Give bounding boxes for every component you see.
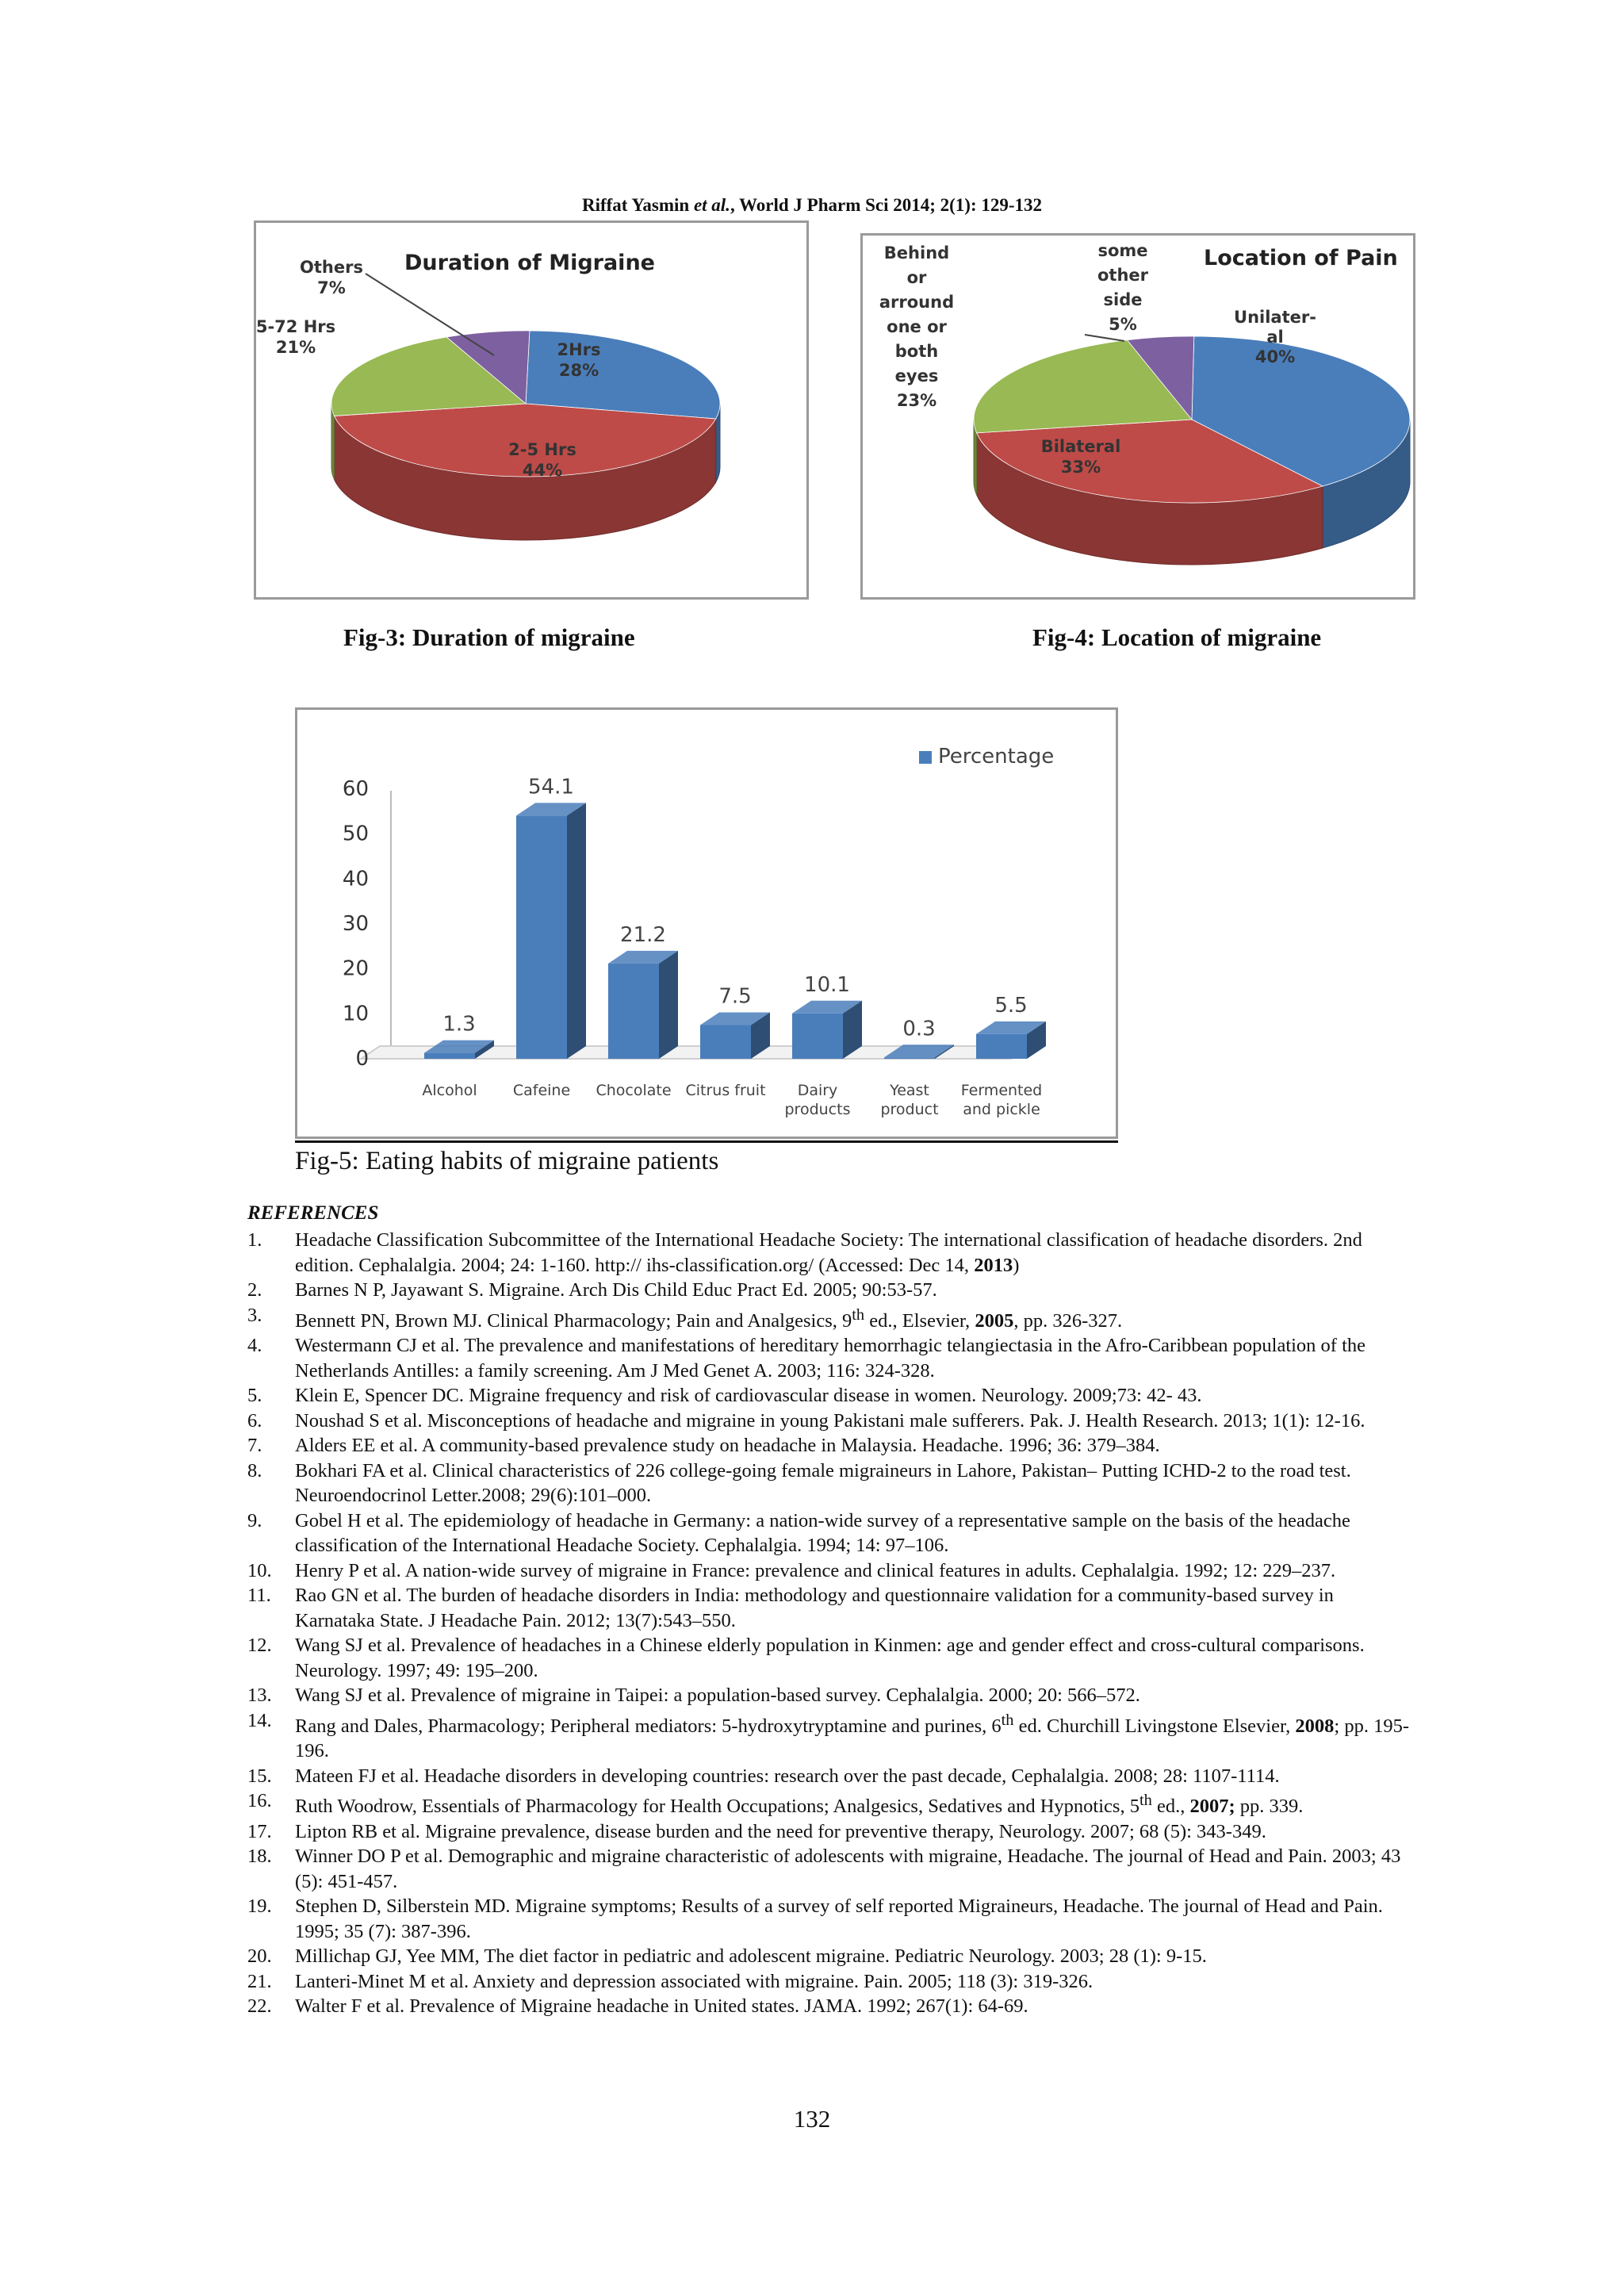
fig5-ytick: 0 (355, 1047, 369, 1071)
reference-text: Henry P et al. A nation-wide survey of migraine in France: prevalence and clinical features in adults. Cephalalgia. 1992; 12: 229–237. (295, 1559, 1336, 1581)
reference-number: 19. (247, 1895, 272, 1918)
fig5-bar (700, 1025, 751, 1060)
reference-text: Rang and Dales, Pharmacology; Peripheral mediators: 5-hydroxytryptamine and purines, 6th ed. Churchill Livingstone Elsevier, 2008; pp. 195-196. (295, 1711, 1409, 1762)
fig5-value-label: 21.2 (620, 922, 666, 947)
fig5-bar-side (659, 951, 678, 1059)
fig3-label-2hrs: 2Hrs 28% (557, 340, 601, 380)
reference-text: Barnes N P, Jayawant S. Migraine. Arch Dis Child Educ Pract Ed. 2005; 90:53-57. (295, 1279, 937, 1301)
reference-number: 18. (247, 1846, 272, 1868)
reference-item (247, 1994, 1413, 2019)
reference-number: 13. (247, 1685, 272, 1707)
fig5-ytick: 40 (342, 867, 369, 891)
reference-number: 15. (247, 1765, 272, 1787)
reference-text: Winner DO P et al. Demographic and migraine characteristic of adolescents with migraine, Headache. The journal of Head and Pain. 2003; 43 (5): 451-457. (295, 1846, 1401, 1892)
fig5-bar-side (567, 803, 586, 1059)
reference-item (247, 1558, 1413, 1584)
fig3-chart-title: Duration of Migraine (404, 251, 655, 275)
fig5-value-label: 7.5 (718, 984, 752, 1009)
fig5-bar-svg (297, 710, 1116, 1137)
fig3-pie-svg (256, 223, 806, 597)
reference-number: 14. (247, 1709, 272, 1731)
fig5-bar (884, 1057, 935, 1059)
fig5-legend-swatch (919, 751, 932, 764)
reference-number: 16. (247, 1790, 272, 1812)
fig3-label-others: Others 7% (300, 258, 363, 297)
reference-text: Wang SJ et al. Prevalence of headaches in a Chinese elderly population in Kinmen: age and gender effect and cross-cultural comparisons. Neurology. 1997; 49: 195–200. (295, 1635, 1365, 1681)
fig4-label-unilateral: Unilater-al 40% (1234, 308, 1316, 366)
fig5-chart (295, 707, 1118, 1139)
fig4-pie-svg (863, 236, 1413, 597)
page-number: 132 (793, 2105, 831, 2133)
fig5-caption: Fig-5: Eating habits of migraine patients (295, 1147, 719, 1175)
reference-number: 6. (247, 1409, 262, 1432)
reference-text: Lipton RB et al. Migraine prevalence, disease burden and the need for preventive therapy, Neurology. 2007; 68 (5): 343-349. (295, 1820, 1266, 1842)
reference-item (247, 1228, 1413, 1278)
reference-item (247, 1508, 1413, 1558)
reference-number: 11. (247, 1585, 271, 1607)
reference-text: Klein E, Spencer DC. Migraine frequency and risk of cardiovascular disease in women. Neurology. 2009;73: 42- 43. (295, 1385, 1202, 1407)
reference-text: Headache Classification Subcommittee of the International Headache Society: The international classification of headache disorders. 2nd edition. Cephalalgia. 2004; 24: 1-160. http:// ihs-classification.org/ (Accessed: Dec 14, 2013) (295, 1229, 1362, 1276)
reference-item (247, 1458, 1413, 1508)
fig5-bar (608, 964, 659, 1059)
fig4-chart (860, 233, 1415, 600)
reference-number: 7. (247, 1435, 262, 1457)
fig5-category-label: Fermented and pickle (960, 1082, 1043, 1118)
fig5-bar (976, 1034, 1027, 1059)
reference-text: Mateen FJ et al. Headache disorders in developing countries: research over the past decade, Cephalalgia. 2008; 28: 1107-1114. (295, 1765, 1280, 1787)
reference-number: 3. (247, 1304, 262, 1326)
fig4-caption: Fig-4: Location of migraine (1032, 623, 1322, 651)
reference-number: 17. (247, 1820, 272, 1842)
fig4-label-bilateral: Bilateral 33% (1040, 437, 1121, 477)
reference-item (247, 1303, 1413, 1334)
fig5-rule (295, 1140, 1118, 1143)
reference-item (247, 1433, 1413, 1458)
fig5-category-label: Dairy products (784, 1082, 851, 1118)
reference-item (247, 1383, 1413, 1409)
reference-item (247, 1894, 1413, 1944)
reference-text: Lanteri-Minet M et al. Anxiety and depression associated with migraine. Pain. 2005; 118 (3): 319-326. (295, 1970, 1094, 1992)
fig5-category-label: Alcohol (422, 1082, 477, 1099)
fig5-bar (424, 1053, 475, 1059)
reference-number: 20. (247, 1945, 272, 1968)
reference-item (247, 1819, 1413, 1845)
fig5-legend-label: Percentage (938, 745, 1055, 769)
reference-item (247, 1944, 1413, 1969)
fig4-chart-title: Location of Pain (1204, 246, 1398, 270)
fig3-caption: Fig-3: Duration of migraine (343, 623, 635, 651)
fig5-category-label: Chocolate (596, 1082, 672, 1099)
reference-text: Millichap GJ, Yee MM, The diet factor in pediatric and adolescent migraine. Pediatric Neurology. 2003; 28 (1): 9-15. (295, 1945, 1207, 1968)
fig5-value-label: 0.3 (902, 1017, 936, 1041)
reference-item (247, 1278, 1413, 1303)
reference-item (247, 1583, 1413, 1633)
reference-number: 12. (247, 1635, 272, 1657)
fig5-value-label: 1.3 (442, 1012, 476, 1037)
references-heading: REFERENCES (247, 1202, 379, 1224)
reference-item (247, 1409, 1413, 1434)
reference-number: 8. (247, 1459, 262, 1481)
reference-item (247, 1764, 1413, 1789)
reference-number: 1. (247, 1229, 262, 1251)
fig5-bar (516, 815, 567, 1059)
reference-text: Rao GN et al. The burden of headache disorders in India: methodology and questionnaire validation for a community-based survey in Karnataka State. J Headache Pain. 2012; 13(7):543–550. (295, 1585, 1334, 1631)
reference-number: 9. (247, 1509, 262, 1531)
reference-text: Bokhari FA et al. Clinical characteristics of 226 college-going female migraineurs in Lahore, Pakistan– Putting ICHD-2 to the road test. Neuroendocrinol Letter.2008; 29(6):101–000. (295, 1459, 1351, 1507)
reference-number: 5. (247, 1385, 262, 1407)
fig5-ytick: 30 (342, 912, 369, 936)
reference-number: 4. (247, 1335, 262, 1357)
fig3-slice-0 (526, 331, 720, 419)
reference-text: Westermann CJ et al. The prevalence and manifestations of hereditary hemorrhagic telangiectasia in the Afro-Caribbean population of the Netherlands Antilles: a family screening. Am J Med Genet A. 2003; 116: 324-328. (295, 1335, 1366, 1382)
fig4-leader-line (1085, 335, 1124, 341)
fig3-chart (254, 220, 809, 600)
reference-text: Alders EE et al. A community-based prevalence study on headache in Malaysia. Headache. 1996; 36: 379–384. (295, 1435, 1160, 1457)
reference-text: Wang SJ et al. Prevalence of migraine in Taipei: a population-based survey. Cephalalgia. 2000; 20: 566–572. (295, 1685, 1140, 1707)
fig5-ytick: 50 (342, 822, 369, 846)
fig4-label-other-side: some other side 5% (1097, 241, 1149, 334)
fig5-ytick: 20 (342, 956, 369, 981)
reference-item (247, 1969, 1413, 1995)
reference-number: 10. (247, 1559, 272, 1581)
reference-item (247, 1633, 1413, 1683)
fig3-label-2-5hrs: 2-5 Hrs 44% (508, 440, 576, 480)
reference-text: Walter F et al. Prevalence of Migraine headache in United states. JAMA. 1992; 267(1): 64-69. (295, 1995, 1028, 2018)
fig3-label-5-72hrs: 5-72 Hrs 21% (256, 317, 336, 357)
reference-text: Ruth Woodrow, Essentials of Pharmacology for Health Occupations; Analgesics, Sedatives and Hypnotics, 5th ed., 2007; pp. 339. (295, 1792, 1304, 1818)
reference-item (247, 1788, 1413, 1819)
fig5-value-label: 10.1 (804, 972, 850, 997)
fig5-value-label: 54.1 (528, 775, 574, 799)
running-header: Riffat Yasmin et al., World J Pharm Sci 2014; 2(1): 129-132 (581, 195, 1043, 215)
fig5-ytick: 60 (342, 777, 369, 801)
reference-item (247, 1844, 1413, 1894)
reference-text: Gobel H et al. The epidemiology of headache in Germany: a nation-wide survey of a representative sample on the basis of the headache classification of the International Headache Society. Cephalalgia. 1994; 14: 97–106. (295, 1509, 1350, 1557)
reference-text: Bennett PN, Brown MJ. Clinical Pharmacology; Pain and Analgesics, 9th ed., Elsevier, 2005, pp. 326-327. (295, 1305, 1123, 1332)
fig5-ytick: 10 (342, 1002, 369, 1026)
reference-number: 21. (247, 1970, 272, 1992)
reference-number: 2. (247, 1279, 262, 1301)
reference-number: 22. (247, 1995, 272, 2018)
reference-item (247, 1683, 1413, 1708)
reference-text: Stephen D, Silberstein MD. Migraine symptoms; Results of a survey of self reported Migraineurs, Headache. The journal of Head and Pain. 1995; 35 (7): 387-396. (295, 1895, 1383, 1942)
fig5-category-label: Citrus fruit (685, 1082, 766, 1099)
reference-item (247, 1708, 1413, 1764)
fig5-bar (792, 1014, 843, 1059)
fig5-category-label: Yeast product (880, 1082, 939, 1118)
fig5-category-label: Cafeine (512, 1082, 571, 1099)
references-list (247, 1228, 1413, 2019)
fig5-value-label: 5.5 (994, 993, 1028, 1018)
reference-item (247, 1333, 1413, 1383)
fig4-label-behind-eyes: Behind or arround one or both eyes 23% (879, 243, 955, 410)
reference-text: Noushad S et al. Misconceptions of headache and migraine in young Pakistani male sufferers. Pak. J. Health Research. 2013; 1(1): 12-16. (295, 1409, 1365, 1432)
